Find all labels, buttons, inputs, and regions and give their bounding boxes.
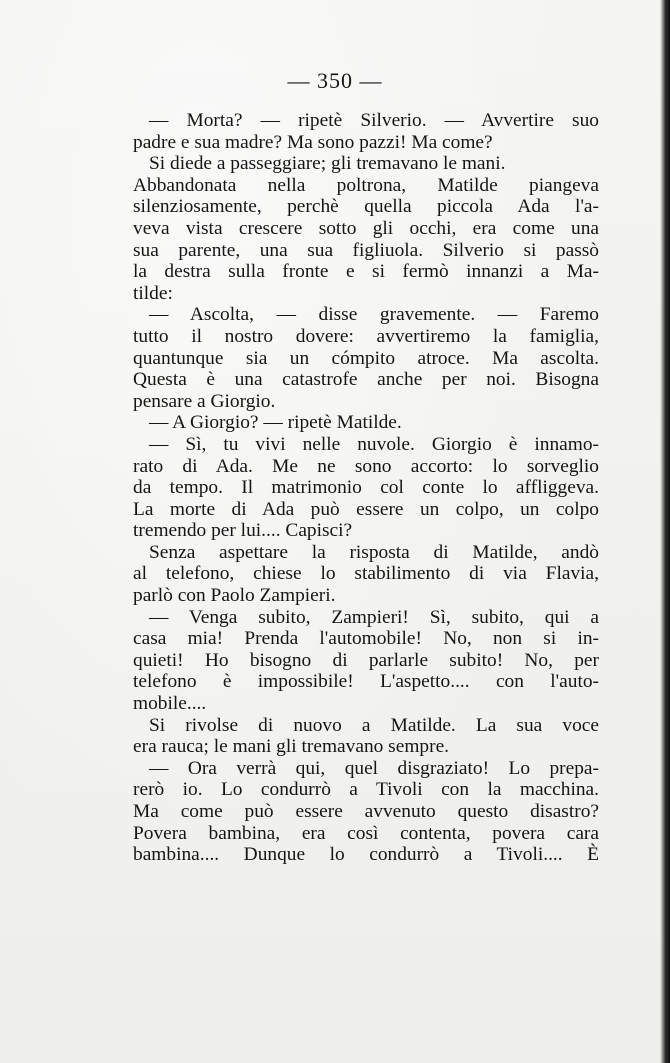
text-line: parlò con Paolo Zampieri.: [133, 585, 336, 607]
text-line: silenziosamente, perchè quella piccola Ada l'a-: [133, 196, 599, 218]
text-line: pensare a Giorgio.: [133, 390, 276, 412]
text-line: tutto il nostro dovere: avvertiremo la famiglia,: [133, 325, 599, 347]
text-line: rerò io. Lo condurrò a Tivoli con la macchina.: [133, 779, 599, 801]
text-line: Si diede a passeggiare; gli tremavano le mani.: [149, 153, 506, 175]
text-line: padre e sua madre? Ma sono pazzi! Ma come?: [133, 131, 493, 153]
text-line: bambina.... Dunque lo condurrò a Tivoli.... È: [133, 844, 599, 866]
text-line: al telefono, chiese lo stabilimento di via Flavia,: [133, 563, 599, 585]
text-line: Questa è una catastrofe anche per noi. Bisogna: [133, 369, 599, 391]
page-number: — 350 —: [287, 68, 383, 93]
text-line: tilde:: [133, 282, 173, 304]
text-line: Si rivolse di nuovo a Matilde. La sua voce: [149, 714, 599, 736]
text-line: La morte di Ada può essere un colpo, un colpo: [133, 498, 599, 520]
text-line: Abbandonata nella poltrona, Matilde piangeva: [133, 174, 599, 196]
text-line: — A Giorgio? — ripetè Matilde.: [149, 412, 402, 434]
text-line: — Sì, tu vivi nelle nuvole. Giorgio è innamo-: [149, 433, 599, 455]
text-line: tremendo per lui.... Capisci?: [133, 520, 353, 542]
text-line: telefono è impossibile! L'aspetto.... con l'auto-: [133, 671, 599, 693]
text-line: rato di Ada. Me ne sono accorto: lo sorveglio: [133, 455, 599, 477]
text-line: da tempo. Il matrimonio col conte lo affliggeva.: [133, 477, 599, 499]
text-line: Povera bambina, era così contenta, povera cara: [133, 822, 599, 844]
text-line: — Ascolta, — disse gravemente. — Faremo: [149, 304, 599, 326]
body-text: [133, 110, 599, 866]
text-line: Senza aspettare la risposta di Matilde, andò: [149, 541, 599, 563]
text-line: — Morta? — ripetè Silverio. — Avvertire suo: [149, 110, 599, 131]
text-line: mobile....: [133, 693, 207, 715]
text-line: la destra sulla fronte e si fermò innanzi a Ma-: [133, 261, 599, 283]
text-line: — Venga subito, Zampieri! Sì, subito, qui a: [149, 606, 599, 628]
text-line: veva vista crescere sotto gli occhi, era come una: [133, 217, 599, 239]
text-line: quantunque sia un cómpito atroce. Ma ascolta.: [133, 347, 599, 369]
page-binding-edge: [660, 0, 670, 1063]
text-line: quieti! Ho bisogno di parlarle subito! No, per: [133, 649, 599, 671]
text-line: era rauca; le mani gli tremavano sempre.: [133, 736, 450, 758]
text-line: sua parente, una sua figliuola. Silverio si passò: [133, 239, 599, 261]
text-line: Ma come può essere avvenuto questo disastro?: [133, 801, 599, 822]
text-line: casa mia! Prenda l'automobile! No, non si in-: [133, 628, 599, 650]
text-line: — Ora verrà qui, quel disgraziato! Lo prepa-: [149, 757, 599, 779]
